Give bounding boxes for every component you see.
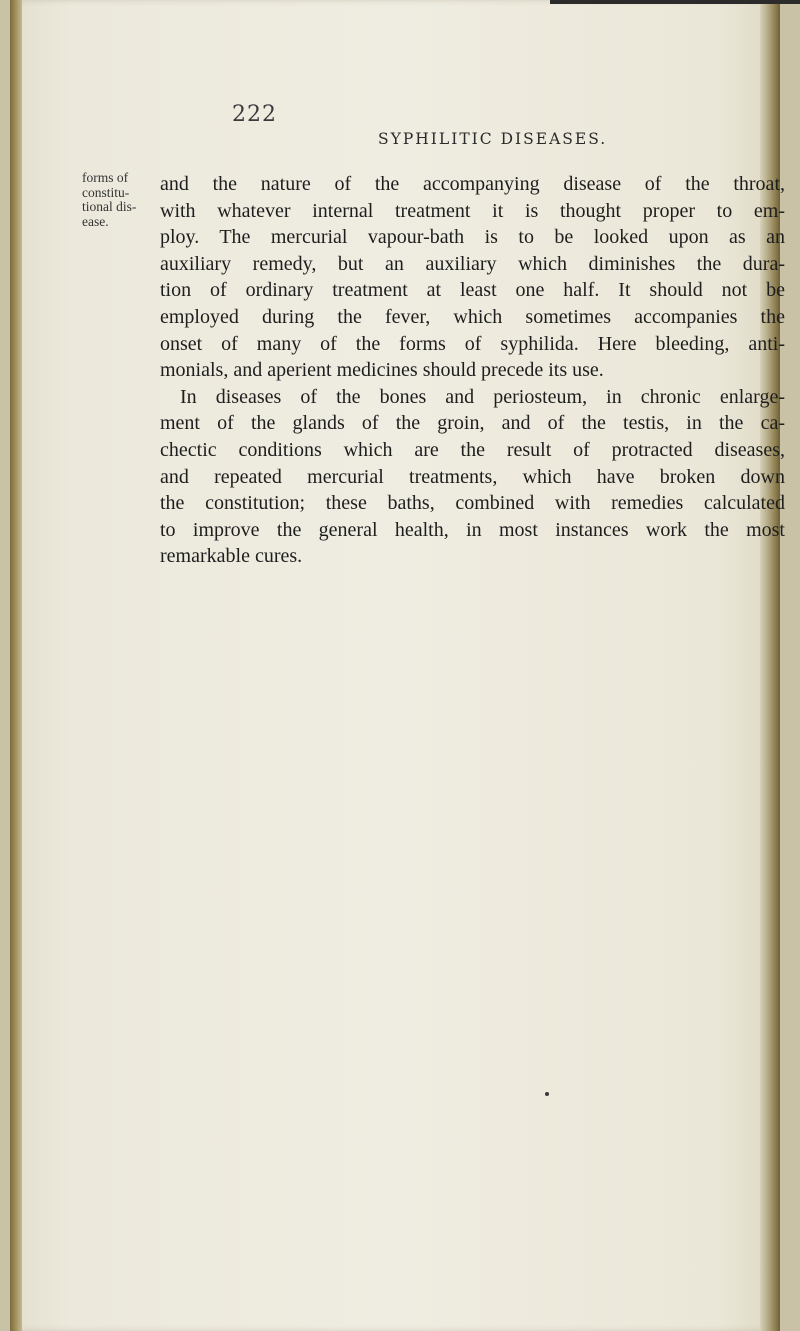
- margin-note-line: constitu-: [82, 184, 130, 200]
- margin-note: [82, 171, 152, 229]
- body-text: [160, 171, 785, 570]
- margin-note-line: ease.: [82, 213, 109, 229]
- text-line: ment of the glands of the groin, and of the testis, in the ca-: [160, 412, 785, 435]
- text-line: onset of many of the forms of syphilida. Here bleeding, anti-: [160, 332, 785, 355]
- text-line: and the nature of the accompanying disease of the throat,: [160, 173, 785, 195]
- running-head: SYPHILITIC DISEASES.: [378, 130, 608, 148]
- paragraph-2: [160, 384, 785, 570]
- paragraph-1: [160, 171, 785, 384]
- text-line: tion of ordinary treatment at least one half. It should not be: [160, 279, 785, 302]
- page-number: 222: [232, 102, 277, 127]
- text-line: the constitution; these baths, combined with remedies calculated: [160, 492, 785, 515]
- text-line: with whatever internal treatment it is thought proper to em-: [160, 199, 785, 222]
- text-line: ploy. The mercurial vapour-bath is to be looked upon as an: [160, 226, 785, 249]
- text-line: to improve the general health, in most instances work the most: [160, 518, 785, 541]
- margin-note-line: forms of: [82, 170, 129, 185]
- margin-note-line: tional dis-: [82, 199, 137, 214]
- text-line: In diseases of the bones and periosteum, in chronic enlarge-: [180, 385, 785, 408]
- book-spine: [10, 0, 22, 1331]
- text-line: employed during the fever, which sometimes accompanies the: [160, 305, 785, 328]
- text-line: monials, and aperient medicines should precede its use.: [160, 359, 604, 382]
- text-line: chectic conditions which are the result of protracted diseases,: [160, 438, 785, 461]
- text-line: remarkable cures.: [160, 545, 303, 568]
- text-line: auxiliary remedy, but an auxiliary which diminishes the dura-: [160, 252, 785, 275]
- paper-speck: [545, 1092, 549, 1096]
- text-line: and repeated mercurial treatments, which have broken down: [160, 465, 785, 488]
- top-rule: [550, 0, 800, 4]
- book-page: [10, 0, 785, 1331]
